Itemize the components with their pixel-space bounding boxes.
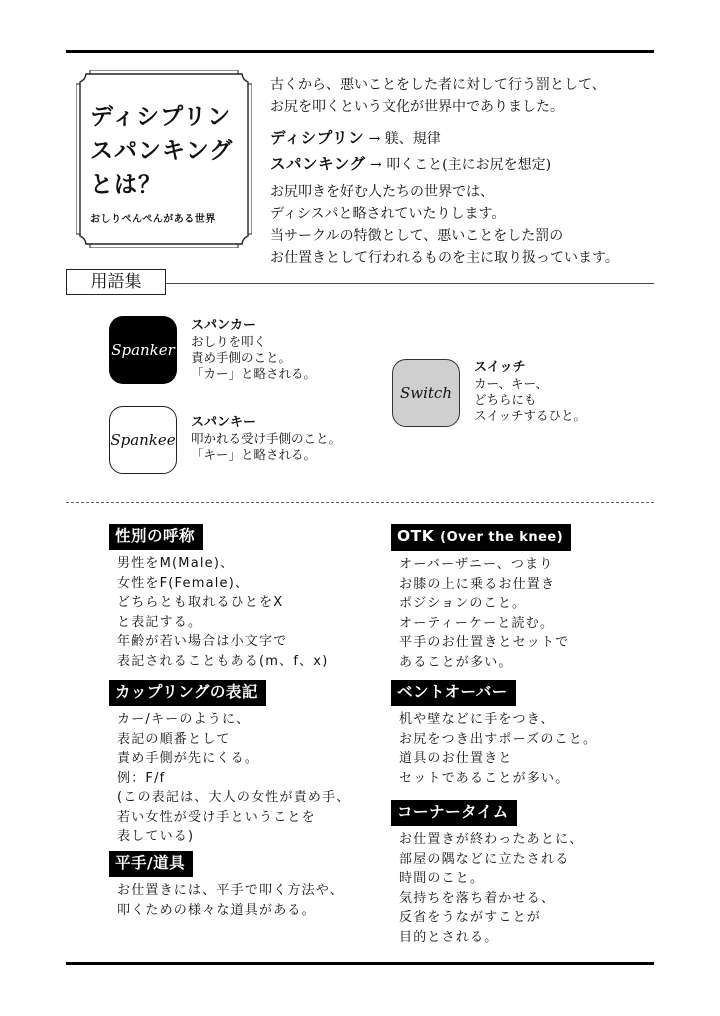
intro-para2-line: お尻叩きを好む人たちの世界では、 (270, 184, 494, 200)
role-line: スイッチするひと。 (474, 408, 587, 423)
term-title: ベントオーバー (391, 680, 516, 706)
term-line: 男性をM(Male)、 (117, 556, 235, 571)
term-line: お仕置きが終わったあとに、 (399, 832, 584, 847)
term-line: 表している) (117, 829, 195, 844)
term-coupling (109, 680, 369, 847)
spankee-badge: Spankee (109, 406, 177, 474)
role-spankee (191, 415, 341, 463)
role-line: 叩かれる受け手側のこと。 (191, 431, 342, 446)
glossary-label: 用語集 (66, 269, 166, 295)
term-line: どちらとも取れるひとをX (117, 595, 284, 610)
term-line: ポジションのこと。 (399, 596, 527, 611)
role-line: おしりを叩く (191, 334, 267, 349)
term-line: 道具のお仕置きと (399, 751, 513, 766)
term-line: 表記されることもある(m、f、x) (117, 653, 329, 669)
role-line: 「カー」と略される。 (191, 366, 317, 381)
term-line: 時間のこと。 (399, 871, 485, 886)
title-subtitle: おしりぺんぺんがある世界 (90, 214, 216, 225)
definition-row (270, 126, 660, 152)
intro-para2-line: ディシスパと略されていたりします。 (270, 206, 506, 222)
definition-meaning: 叩くこと(主にお尻を想定) (386, 157, 552, 173)
term-line: オーティーケーと読む。 (399, 615, 555, 631)
term-otk (391, 524, 651, 672)
term-line: 叩くための様々な道具がある。 (117, 902, 316, 918)
term-hand-tools (109, 851, 369, 920)
term-line: お仕置きには、平手で叩く方法や、 (117, 883, 344, 898)
term-line: 部屋の隅などに立たされる (399, 851, 570, 867)
term-line: 目的とされる。 (399, 929, 499, 945)
dashed-divider (66, 502, 654, 503)
title-box (76, 70, 252, 248)
title-line-1: ディシプリン (90, 104, 232, 130)
bottom-rule (66, 962, 654, 965)
term-line: 女性をF(Female)、 (117, 575, 250, 591)
role-spanker (191, 318, 316, 382)
term-gender (109, 524, 369, 671)
glossary-divider (166, 283, 654, 284)
arrow-icon: → (368, 131, 381, 147)
term-line: 机や壁などに手をつき、 (399, 712, 555, 727)
term-line: (この表記は、大人の女性が責め手、 (117, 790, 351, 805)
role-line: 責め手側のこと。 (191, 350, 292, 365)
term-line: 平手のお仕置きとセットで (399, 635, 570, 650)
intro-text (270, 74, 660, 269)
term-line: 責め手側が先にくる。 (117, 751, 260, 766)
term-line: あることが多い。 (399, 654, 513, 670)
term-line: セットであることが多い。 (399, 770, 570, 786)
term-line: お尻をつき出すポーズのこと。 (399, 731, 598, 747)
term-title (391, 524, 571, 551)
term-line: 若い女性が受け手ということを (117, 809, 316, 825)
role-line: どちらにも (474, 392, 537, 407)
term-bent-over (391, 680, 651, 788)
role-line: 「キー」と略される。 (191, 447, 317, 462)
role-switch (474, 360, 586, 424)
term-line: と表記する。 (117, 614, 203, 630)
role-title: スパンカー (191, 318, 257, 333)
term-title: カップリングの表記 (109, 680, 266, 706)
term-corner-time (391, 800, 651, 947)
intro-para2-line: お仕置きとして行われるものを主に取り扱っています。 (270, 250, 619, 266)
term-line: オーバーザニー、つまり (399, 557, 554, 572)
role-title: スパンキー (191, 415, 257, 430)
switch-badge: Switch (392, 359, 460, 427)
term-line: お膝の上に乗るお仕置き (399, 576, 556, 592)
term-title: コーナータイム (391, 800, 517, 826)
definition-row (270, 152, 660, 178)
term-line: 表記の順番として (117, 731, 231, 747)
term-title: 性別の呼称 (109, 524, 203, 550)
term-line: 例：F/f (117, 770, 166, 786)
role-title: スイッチ (474, 360, 526, 375)
definition-term: ディシプリン (270, 129, 365, 147)
term-line: カー/キーのように、 (117, 712, 251, 727)
definition-meaning: 躾、規律 (384, 131, 441, 147)
term-title-main: OTK (397, 527, 435, 545)
term-line: 反省をうながすことが (399, 910, 542, 925)
role-line: カー、キー、 (474, 376, 549, 391)
term-line: 気持ちを落ち着かせる、 (399, 890, 556, 906)
title-line-3: とは？ (90, 172, 162, 198)
definition-term: スパンキング (270, 155, 366, 173)
intro-para1-line: お尻を叩くという文化が世界中でありました。 (270, 99, 564, 115)
top-rule (66, 50, 654, 53)
spanker-badge: Spanker (109, 316, 177, 384)
term-title-paren: (Over the knee) (440, 530, 564, 545)
arrow-icon: → (370, 157, 382, 173)
intro-para1-line: 古くから、悪いことをした者に対して行う罰として、 (270, 77, 606, 93)
title-line-2: スパンキング (90, 138, 234, 164)
term-title: 平手/道具 (109, 851, 193, 877)
intro-para2-line: 当サークルの特徴として、悪いことをした罰の (270, 228, 564, 244)
term-line: 年齢が若い場合は小文字で (117, 634, 288, 649)
